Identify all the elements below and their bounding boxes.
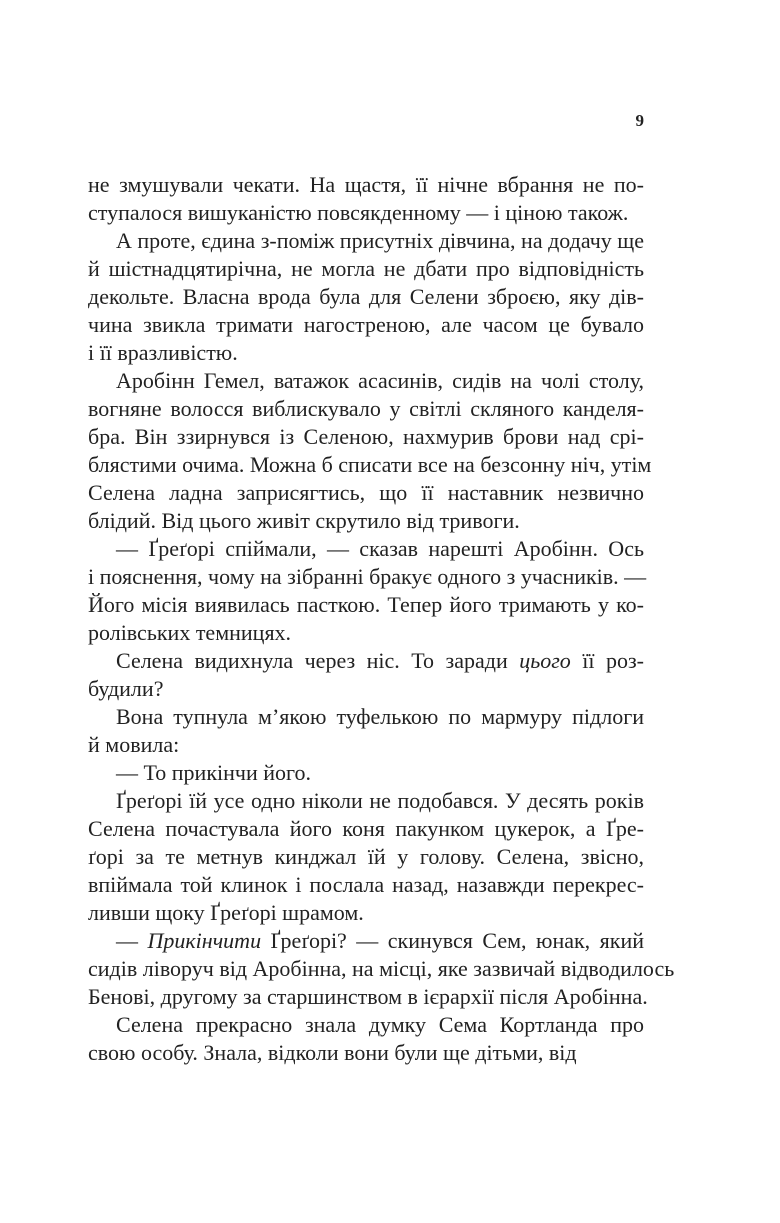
text-line <box>88 311 644 339</box>
text-segment: впіймала той клинок і послала назад, назавжди перекрес- <box>88 872 644 897</box>
text-segment: вогняне волосся виблискувало у світлі скляного канделя- <box>88 396 644 421</box>
text-segment: її роз- <box>570 648 644 673</box>
text-line <box>88 675 644 703</box>
text-segment: — Ґреґорі спіймали, — сказав нарешті Аробінн. Ось <box>116 536 644 561</box>
text-segment: Селена видихнула через ніс. То заради <box>116 648 520 673</box>
text-line <box>88 1039 644 1067</box>
text-line <box>88 955 675 983</box>
text-line <box>88 619 644 647</box>
text-segment: Його місія виявилась пасткою. Тепер його тримають у ко- <box>88 592 644 617</box>
text-line <box>88 171 644 199</box>
text-line <box>116 759 644 787</box>
text-segment: Селена почастувала його коня пакунком цукерок, а Ґре- <box>88 816 644 841</box>
text-segment: чина звикла тримати нагостреною, але часом це бувало <box>88 312 644 337</box>
text-line <box>88 339 644 367</box>
text-line <box>116 647 644 675</box>
text-line <box>116 787 644 815</box>
text-segment: — То прикінчи його. <box>116 760 311 785</box>
text-segment: — <box>116 928 148 953</box>
text-line <box>88 255 644 283</box>
text-segment: А проте, єдина з-поміж присутніх дівчина, на додачу ще <box>116 228 644 253</box>
text-segment: Селена прекрасно знала думку Сема Кортланда про <box>116 1012 644 1037</box>
text-segment: бра. Він ззирнувся із Селеною, нахмурив брови над срі- <box>88 424 644 449</box>
text-segment: не змушували чекати. На щастя, її нічне вбрання не по- <box>88 172 644 197</box>
text-line <box>88 395 644 423</box>
text-line <box>116 927 644 955</box>
text-segment: будили? <box>88 676 164 701</box>
text-line <box>88 731 644 759</box>
text-line <box>88 423 644 451</box>
italic-text: Прикінчити <box>147 928 262 953</box>
text-line <box>88 815 644 843</box>
text-segment: ступалося вишуканістю повсякденному — і ціною також. <box>88 200 629 225</box>
text-segment: ґорі за те метнув кинджал їй у голову. Селена, звісно, <box>88 844 644 869</box>
text-segment: і її вразливістю. <box>88 340 238 365</box>
text-line <box>116 535 644 563</box>
text-line <box>116 703 644 731</box>
text-segment: декольте. Власна врода була для Селени зброєю, яку дів- <box>88 284 644 309</box>
text-segment: Ґреґорі? — скинувся Сем, юнак, який <box>261 928 645 953</box>
text-line <box>88 983 648 1011</box>
text-line <box>116 1011 644 1039</box>
text-line <box>88 507 644 535</box>
text-segment: Ґреґорі їй усе одно ніколи не подобався. У десять років <box>116 788 644 813</box>
text-segment: й шістнадцятирічна, не могла не дбати про відповідність <box>88 256 644 281</box>
text-segment: Бенові, другому за старшинством в ієрархії після Аробінна. <box>88 984 648 1009</box>
text-segment: Вона тупнула м’якою туфелькою по мармуру підлоги <box>116 704 644 729</box>
text-line <box>88 451 652 479</box>
italic-text: цього <box>519 648 571 673</box>
text-segment: свою особу. Знала, відколи вони були ще дітьми, від <box>88 1040 577 1065</box>
text-line <box>116 227 644 255</box>
text-segment: Аробінн Гемел, ватажок асасинів, сидів на чолі столу, <box>116 368 644 393</box>
text-line <box>88 563 647 591</box>
text-segment: і пояснення, чому на зібранні бракує одного з учасників. — <box>88 564 647 589</box>
text-segment: блястими очима. Можна б списати все на безсонну ніч, утім <box>88 452 652 477</box>
text-line <box>88 843 644 871</box>
text-line <box>88 199 644 227</box>
page-number: 9 <box>635 111 644 130</box>
text-line <box>88 591 644 619</box>
text-segment: сидів ліворуч від Аробінна, на місці, яке зазвичай відводилось <box>88 956 675 981</box>
text-segment: блідий. Від цього живіт скрутило від тривоги. <box>88 508 520 533</box>
text-segment: ролівських темницях. <box>88 620 292 645</box>
text-segment: ливши щоку Ґреґорі шрамом. <box>88 900 364 925</box>
text-segment: й мовила: <box>88 732 180 757</box>
text-line <box>88 479 644 507</box>
text-line <box>88 899 644 927</box>
text-line <box>88 283 644 311</box>
text-line <box>88 871 644 899</box>
text-line <box>116 367 644 395</box>
text-segment: Селена ладна заприсягтись, що її наставник незвично <box>88 480 644 505</box>
